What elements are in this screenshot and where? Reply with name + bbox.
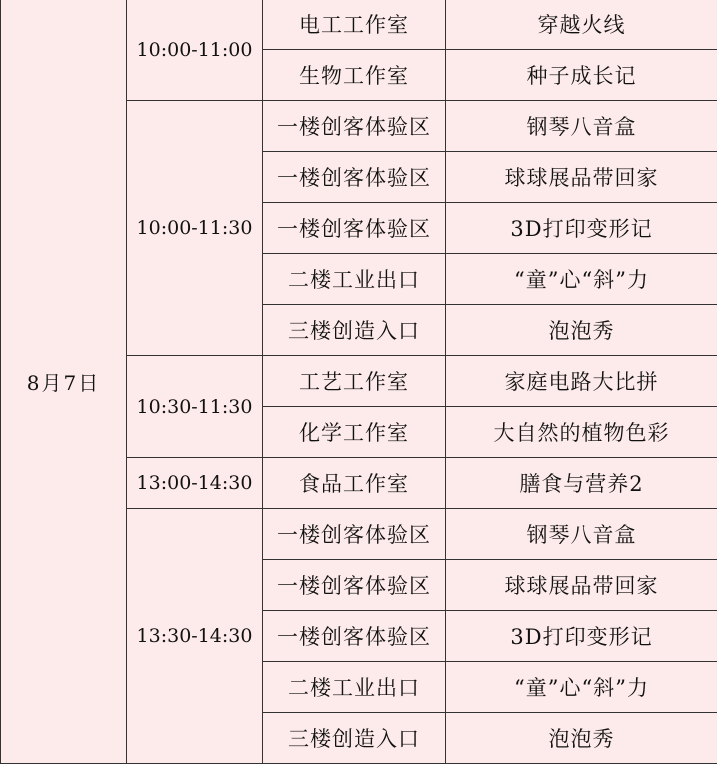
location-cell: 化学工作室 (263, 407, 446, 458)
activity-cell: 泡泡秀 (446, 305, 717, 356)
location-cell: 三楼创造入口 (263, 305, 446, 356)
location-cell: 一楼创客体验区 (263, 152, 446, 203)
location-cell: 一楼创客体验区 (263, 611, 446, 662)
location-cell: 一楼创客体验区 (263, 560, 446, 611)
location-cell: 一楼创客体验区 (263, 101, 446, 152)
location-cell: 食品工作室 (263, 458, 446, 509)
location-cell: 二楼工业出口 (263, 254, 446, 305)
time-cell: 10:30-11:30 (127, 356, 263, 458)
activity-cell: 膳食与营养2 (446, 458, 717, 509)
activity-cell: “童”心“斜”力 (446, 662, 717, 713)
location-cell: 工艺工作室 (263, 356, 446, 407)
activity-cell: “童”心“斜”力 (446, 254, 717, 305)
location-cell: 三楼创造入口 (263, 713, 446, 764)
location-cell: 电工工作室 (263, 0, 446, 50)
activity-cell: 球球展品带回家 (446, 152, 717, 203)
activity-cell: 3D打印变形记 (446, 611, 717, 662)
activity-cell: 穿越火线 (446, 0, 717, 50)
table-row (1, 0, 717, 50)
activity-cell: 大自然的植物色彩 (446, 407, 717, 458)
activity-cell: 钢琴八音盒 (446, 101, 717, 152)
location-cell: 生物工作室 (263, 50, 446, 101)
activity-cell: 球球展品带回家 (446, 560, 717, 611)
location-cell: 一楼创客体验区 (263, 509, 446, 560)
time-cell: 13:00-14:30 (127, 458, 263, 509)
date-cell: 8月7日 (1, 0, 127, 764)
activity-cell: 3D打印变形记 (446, 203, 717, 254)
time-cell: 13:30-14:30 (127, 509, 263, 764)
activity-cell: 钢琴八音盒 (446, 509, 717, 560)
activity-cell: 泡泡秀 (446, 713, 717, 764)
activity-cell: 家庭电路大比拼 (446, 356, 717, 407)
location-cell: 一楼创客体验区 (263, 203, 446, 254)
activity-cell: 种子成长记 (446, 50, 717, 101)
time-cell: 10:00-11:00 (127, 0, 263, 101)
time-cell: 10:00-11:30 (127, 101, 263, 356)
location-cell: 二楼工业出口 (263, 662, 446, 713)
